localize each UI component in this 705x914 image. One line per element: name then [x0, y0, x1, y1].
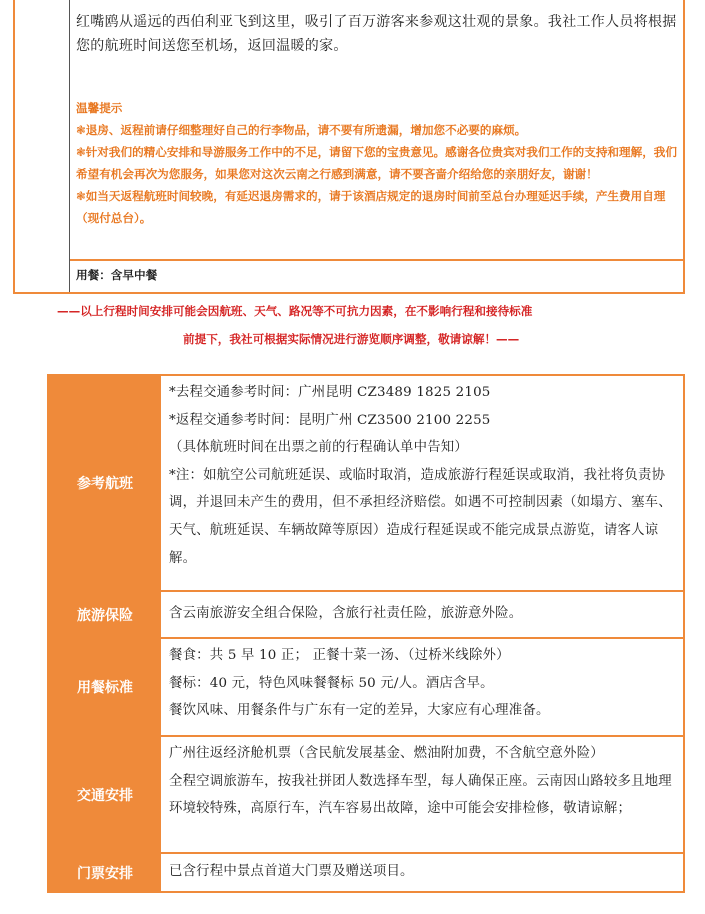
label-tickets: 门票安排	[49, 854, 161, 891]
meal-note: 餐饮风味、用餐条件与广东有一定的差异，大家应有心理准备。	[169, 703, 550, 719]
meal-count: 餐食：共 5 早 10 正； 正餐十菜一汤、（过桥米线除外）	[169, 648, 510, 663]
flight-note: （具体航班时间在出票之前的行程确认单中告知）	[169, 440, 468, 456]
notice-line-1: ——以上行程时间安排可能会因航班、天气、路况等不可抗力因素，在不影响行程和接待标准	[57, 304, 533, 318]
tips-title: 温馨提示	[76, 101, 123, 115]
flight-return: *返程交通参考时间：昆明广州 CZ3500 2100 2255	[169, 412, 491, 428]
row-travel-insurance	[49, 592, 683, 639]
day-meal-info: 用餐：含早中餐	[76, 268, 158, 282]
row-meal-standard	[49, 639, 683, 737]
day-label-column	[15, 0, 70, 292]
flight-disclaimer: *注：如航空公司航班延误、或临时取消，造成旅游行程延误或取消，我社将负责协调，并退回未产生的费用，但不承担经济赔偿。如遇不可控制因素（如塌方、塞车、天气、航班延误、车辆故障等原因）造成行程延误或不能完成景点游览，请客人谅解。	[169, 467, 672, 566]
row-reference-flights	[49, 376, 683, 592]
label-meal-standard: 用餐标准	[49, 639, 161, 735]
flight-outbound: *去程交通参考时间：广州昆明 CZ3489 1825 2105	[169, 385, 491, 400]
notice-line-2: 前提下，我社可根据实际情况进行游览顺序调整，敬请谅解！——	[183, 332, 520, 346]
insurance-text: 含云南旅游安全组合保险，含旅行社责任险，旅游意外险。	[169, 605, 523, 621]
tip-item: ❃针对我们的精心安排和导游服务工作中的不足，请留下您的宝贵意见。感谢各位贵宾对我们工作的支持和理解，我们希望有机会再次为您服务，如果您对这次云南之行感到满意，请不要吝啬介绍给您的亲朋好友，谢谢！	[76, 145, 677, 181]
meal-price: 餐标：40 元，特色风味餐餐标 50 元/人。酒店含早。	[169, 675, 494, 691]
value-reference-flights	[161, 376, 683, 590]
day-description	[70, 0, 683, 261]
row-transport	[49, 737, 683, 854]
tickets-text: 已含行程中景点首道大门票及赠送项目。	[169, 863, 414, 879]
day-intro-text: 红嘴鸥从遥远的西伯利亚飞到这里，吸引了百万游客来参观这壮观的景象。我社工作人员将根据您的航班时间送您至机场，返回温暖的家。	[76, 14, 677, 54]
value-travel-insurance	[161, 592, 683, 637]
tip-item: ❃如当天返程航班时间较晚，有延迟退房需求的，请于该酒店规定的退房时间前至总台办理延迟手续，产生费用自理（现付总台）。	[76, 189, 666, 225]
label-reference-flights: 参考航班	[49, 376, 161, 590]
tip-item: ❃退房、返程前请仔细整理好自己的行李物品，请不要有所遗漏，增加您不必要的麻烦。	[76, 123, 527, 137]
transport-air: 广州往返经济舱机票（含民航发展基金、燃油附加费，不含航空意外险）	[169, 746, 604, 761]
value-meal-standard	[161, 639, 683, 735]
day-itinerary-box	[13, 0, 685, 294]
label-transport: 交通安排	[49, 737, 161, 852]
label-travel-insurance: 旅游保险	[49, 592, 161, 637]
transport-bus: 全程空调旅游车，按我社拼团人数选择车型，每人确保正座。云南因山路较多且地理环境较特殊，高原行车，汽车容易出故障，途中可能会安排检修，敬请谅解；	[169, 773, 672, 817]
row-tickets	[49, 854, 683, 891]
value-tickets	[161, 854, 683, 891]
tour-info-table	[47, 374, 685, 893]
warm-tips	[76, 97, 677, 229]
value-transport	[161, 737, 683, 852]
